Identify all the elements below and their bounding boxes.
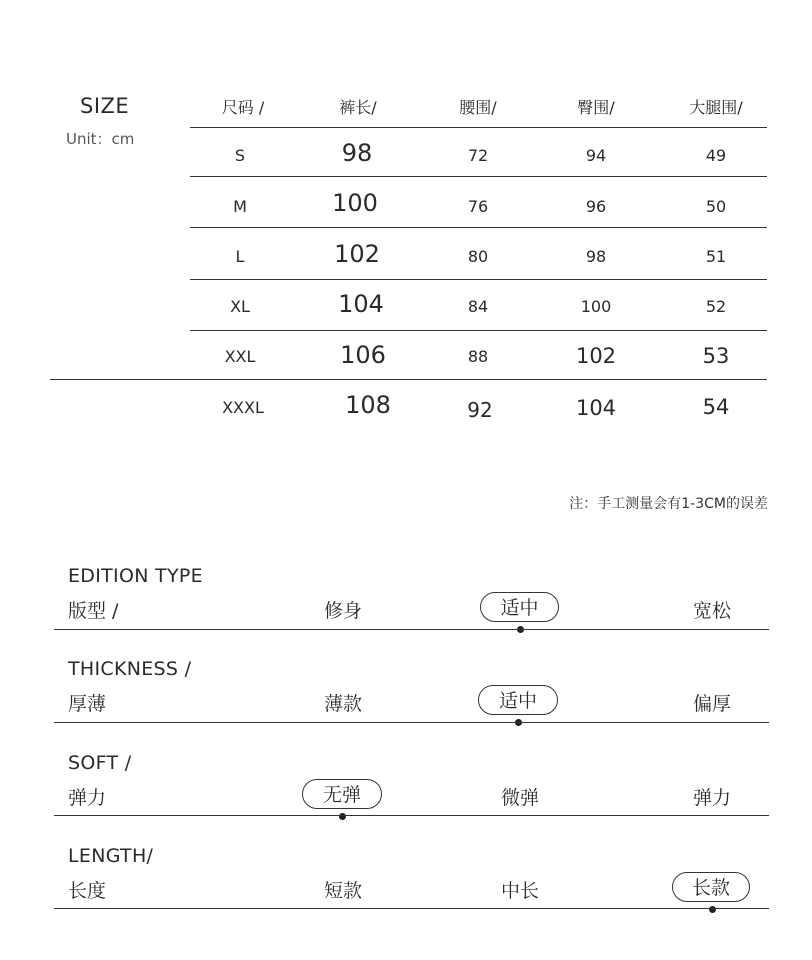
row-xl-length: 104 xyxy=(338,290,384,318)
length-option-3-selected: 长款 xyxy=(672,872,750,902)
attr-soft-cn: 弹力 xyxy=(68,787,107,809)
attr-edition-cn: 版型 / xyxy=(68,600,119,622)
table-divider xyxy=(190,176,767,177)
row-xxl-thigh: 53 xyxy=(702,344,730,368)
table-divider xyxy=(190,127,767,128)
header-thigh: 大腿围/ xyxy=(689,98,743,117)
row-m-size: M xyxy=(233,197,247,216)
row-xl-size: XL xyxy=(230,297,250,316)
header-size: 尺码 / xyxy=(221,98,265,117)
attr-divider xyxy=(54,722,769,723)
row-xxxl-length: 108 xyxy=(345,391,391,419)
row-m-hip: 96 xyxy=(585,197,607,216)
row-s-thigh: 49 xyxy=(705,146,727,165)
thickness-option-2-selected: 适中 xyxy=(478,685,558,715)
row-xxxl-thigh: 54 xyxy=(702,395,730,419)
row-l-hip: 98 xyxy=(585,247,607,266)
row-m-thigh: 50 xyxy=(705,197,727,216)
attr-thickness-en: THICKNESS / xyxy=(68,658,192,680)
edition-option-2-selected: 适中 xyxy=(480,592,559,622)
row-xxl-waist: 88 xyxy=(467,347,489,366)
row-xl-waist: 84 xyxy=(467,297,489,316)
edition-option-1: 修身 xyxy=(323,600,362,622)
length-option-2: 中长 xyxy=(500,880,539,902)
length-option-1: 短款 xyxy=(323,880,362,902)
attr-thickness-cn: 厚薄 xyxy=(68,693,107,715)
thickness-option-1: 薄款 xyxy=(323,693,362,715)
header-length: 裤长/ xyxy=(339,98,377,117)
row-s-waist: 72 xyxy=(467,146,489,165)
size-unit: Unit：cm xyxy=(66,130,135,148)
row-l-thigh: 51 xyxy=(705,247,727,266)
row-xxxl-hip: 104 xyxy=(575,396,617,420)
header-hip: 臀围/ xyxy=(577,98,615,117)
attr-soft-en: SOFT / xyxy=(68,752,132,774)
row-s-size: S xyxy=(234,146,246,165)
attr-divider xyxy=(54,629,769,630)
size-title: SIZE xyxy=(80,94,130,118)
table-divider xyxy=(190,227,767,228)
row-xl-hip: 100 xyxy=(580,297,612,316)
thickness-option-3: 偏厚 xyxy=(692,693,731,715)
row-xl-thigh: 52 xyxy=(705,297,727,316)
edition-option-3: 宽松 xyxy=(692,600,731,622)
soft-option-2: 微弹 xyxy=(500,787,539,809)
attr-divider xyxy=(54,815,769,816)
row-l-length: 102 xyxy=(334,240,380,268)
row-xxxl-size: XXXL xyxy=(222,398,264,417)
row-m-length: 100 xyxy=(332,189,378,217)
row-s-hip: 94 xyxy=(585,146,607,165)
soft-option-3: 弹力 xyxy=(692,787,731,809)
row-m-waist: 76 xyxy=(467,197,489,216)
attr-length-cn: 长度 xyxy=(68,880,107,902)
row-xxl-length: 106 xyxy=(340,341,386,369)
measurement-note: 注：手工测量会有1-3CM的误差 xyxy=(569,496,768,512)
attr-length-en: LENGTH/ xyxy=(68,845,154,867)
row-l-waist: 80 xyxy=(467,247,489,266)
table-divider-full xyxy=(50,379,767,380)
attr-edition-en: EDITION TYPE xyxy=(68,565,203,587)
row-xxl-size: XXL xyxy=(224,347,256,366)
row-xxxl-waist: 92 xyxy=(467,398,493,422)
soft-option-1-selected: 无弹 xyxy=(302,779,382,809)
row-xxl-hip: 102 xyxy=(575,344,617,368)
row-l-size: L xyxy=(235,247,245,266)
attr-divider xyxy=(54,908,769,909)
table-divider xyxy=(190,330,767,331)
row-s-length: 98 xyxy=(341,139,373,167)
header-waist: 腰围/ xyxy=(459,98,497,117)
table-divider xyxy=(190,279,767,280)
